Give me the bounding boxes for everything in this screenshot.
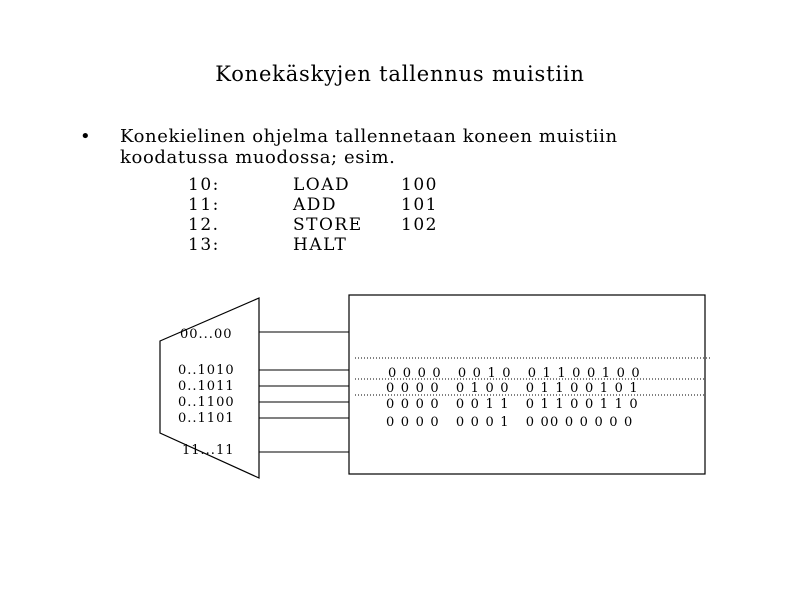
- bullet-icon: •: [80, 126, 91, 147]
- program-op: ADD: [293, 195, 338, 215]
- bullet-line-1: Konekielinen ohjelma tallennetaan koneen muistiin: [120, 126, 618, 147]
- bullet-line-2: koodatussa muodossa; esim.: [120, 147, 396, 168]
- memory-row: 0 0 0 0 0 0 1 1 0 1 1 0 0 1 1 0: [386, 397, 639, 412]
- program-op: STORE: [293, 215, 363, 235]
- program-address: 12.: [188, 215, 220, 235]
- program-op: LOAD: [293, 175, 351, 195]
- decoder-address-label: 0..1100: [178, 395, 235, 410]
- program-address: 10:: [188, 175, 220, 195]
- memory-row: 0 0 0 0 0 1 0 0 0 1 1 0 0 1 0 1: [386, 381, 639, 396]
- program-arg: 101: [401, 195, 438, 215]
- program-op: HALT: [293, 235, 348, 255]
- slide-title: Konekäskyjen tallennus muistiin: [215, 62, 585, 86]
- decoder-address-label: 11...11: [182, 443, 235, 458]
- program-arg: 100: [401, 175, 438, 195]
- memory-row: 0 0 0 0 0 0 0 1 0 00 0 0 0 0 0: [386, 415, 634, 430]
- decoder-address-label: 0..1011: [178, 379, 235, 394]
- decoder-address-label: 00...00: [180, 327, 233, 342]
- decoder-address-label: 0..1010: [178, 363, 235, 378]
- program-address: 13:: [188, 235, 220, 255]
- decoder-address-label: 0..1101: [178, 411, 235, 426]
- program-arg: 102: [401, 215, 438, 235]
- program-address: 11:: [188, 195, 220, 215]
- memory-row: 0 0 0 0 0 0 1 0 0 1 1 0 0 1 0 0: [388, 366, 641, 381]
